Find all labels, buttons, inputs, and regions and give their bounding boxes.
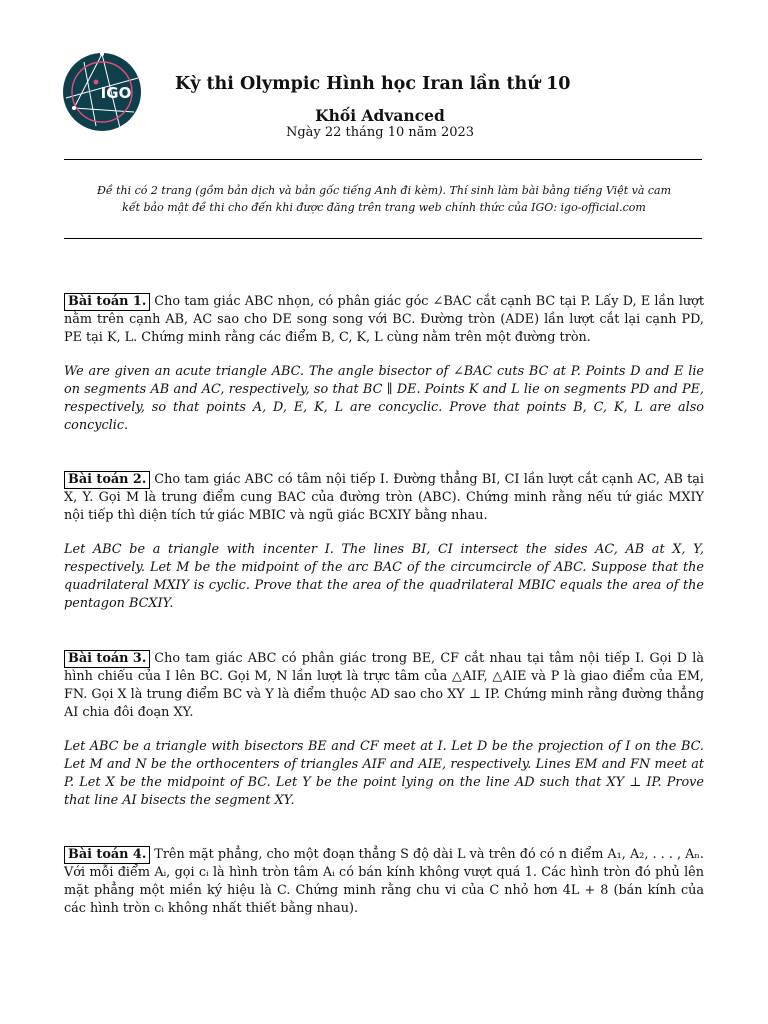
exam-title: Kỳ thi Olympic Hình học Iran lần thứ 10 [175,74,571,94]
problem-1 [64,293,704,435]
notice-rule [64,238,702,239]
header-rule [64,159,702,160]
problem-3-vietnamese [64,650,704,722]
problem-4-vi-text: Trên mặt phẳng, cho một đoạn thẳng S độ dài L và trên đó có n điểm A₁, A₂, . . . , Aₙ. Với mỗi điểm Aᵢ, gọi cᵢ là hình tròn tâm Aᵢ có bán kính không vượt quá 1. Các hình tròn đó phủ lên mặt phẳng một miền ký hiệu là C. Chứng minh rằng chu vi của C nhỏ hơn 4L + 8 (bán kính của các hình tròn cᵢ không nhất thiết bằng nhau). [64,847,704,916]
problem-4 [64,846,704,918]
problem-2-label: Bài toán 2. [64,471,150,489]
problem-3-vi-text: Cho tam giác ABC có phân giác trong BE, CF cắt nhau tại tâm nội tiếp I. Gọi D là hình chiếu của I lên BC. Gọi M, N lần lượt là trực tâm của △AIF, △AIE và P là giao điểm của EM, FN. Gọi X là trung điểm BC và Y là điểm thuộc AD sao cho XY ⊥ IP. Chứng minh rằng đường thẳng AI chia đôi đoạn XY. [64,651,705,720]
problem-2-vietnamese [64,471,704,525]
problem-1-vietnamese [64,293,704,347]
problem-4-vietnamese [64,846,704,918]
problem-1-label: Bài toán 1. [64,293,150,311]
exam-date: Ngày 22 tháng 10 năm 2023 [285,125,475,140]
problem-2-vi-text: Cho tam giác ABC có tâm nội tiếp I. Đường thẳng BI, CI lần lượt cắt cạnh AC, AB tại X, Y. Gọi M là trung điểm cung BAC của đường tròn (ABC). Chứng minh rằng nếu tứ giác MXIY nội tiếp thì diện tích tứ giác MBIC và ngũ giác BCXIY bằng nhau. [64,472,704,523]
problem-2-english: Let ABC be a triangle with incenter I. The lines BI, CI intersect the sides AC, AB at X, Y, respectively. Let M be the midpoint of the arc BAC of the circumcircle of ABC. Suppose that the quadrilateral MXIY is cyclic. Prove that the area of the quadrilateral MBIC equals the area of the pentagon BCXIY. [64,542,704,611]
igo-logo [62,52,142,132]
problem-1-english: We are given an acute triangle ABC. The angle bisector of ∠BAC cuts BC at P. Points D and E lie on segments AB and AC, respectively, so that BC ∥ DE. Points K and L lie on segments PD and PE, respectively, so that points A, D, E, K, L are concyclic. Prove that points B, C, K, L are also concyclic. [64,364,704,433]
exam-division: Khối Advanced [315,106,445,125]
problem-3-label: Bài toán 3. [64,650,150,668]
problem-2 [64,471,704,613]
problem-3 [64,650,704,810]
problem-3-english: Let ABC be a triangle with bisectors BE and CF meet at I. Let D be the projection of I on the BC. Let M and N be the orthocenters of triangles AIF and AIE, respectively. Lines EM and FN meet at P. Let X be the midpoint of BC. Let Y be the point lying on the line AD such that XY ⊥ IP. Prove that line AI bisects the segment XY. [64,739,704,808]
problem-1-vi-text: Cho tam giác ABC nhọn, có phân giác góc ∠BAC cắt cạnh BC tại P. Lấy D, E lần lượt nằm trên cạnh AB, AC sao cho DE song song với BC. Đường tròn (ADE) lần lượt cắt lại cạnh PD, PE tại K, L. Chứng minh rằng các điểm B, C, K, L cùng nằm trên một đường tròn. [64,294,704,345]
exam-notice: Đề thi có 2 trang (gồm bản dịch và bản gốc tiếng Anh đi kèm). Thí sinh làm bài bằng tiếng Việt và cam kết bảo mật đề thi cho đến khi được đăng trên trang web chính thức của IGO: igo-official.com [96,184,672,214]
problem-4-label: Bài toán 4. [64,846,150,864]
logo-text: IGO [100,84,132,102]
